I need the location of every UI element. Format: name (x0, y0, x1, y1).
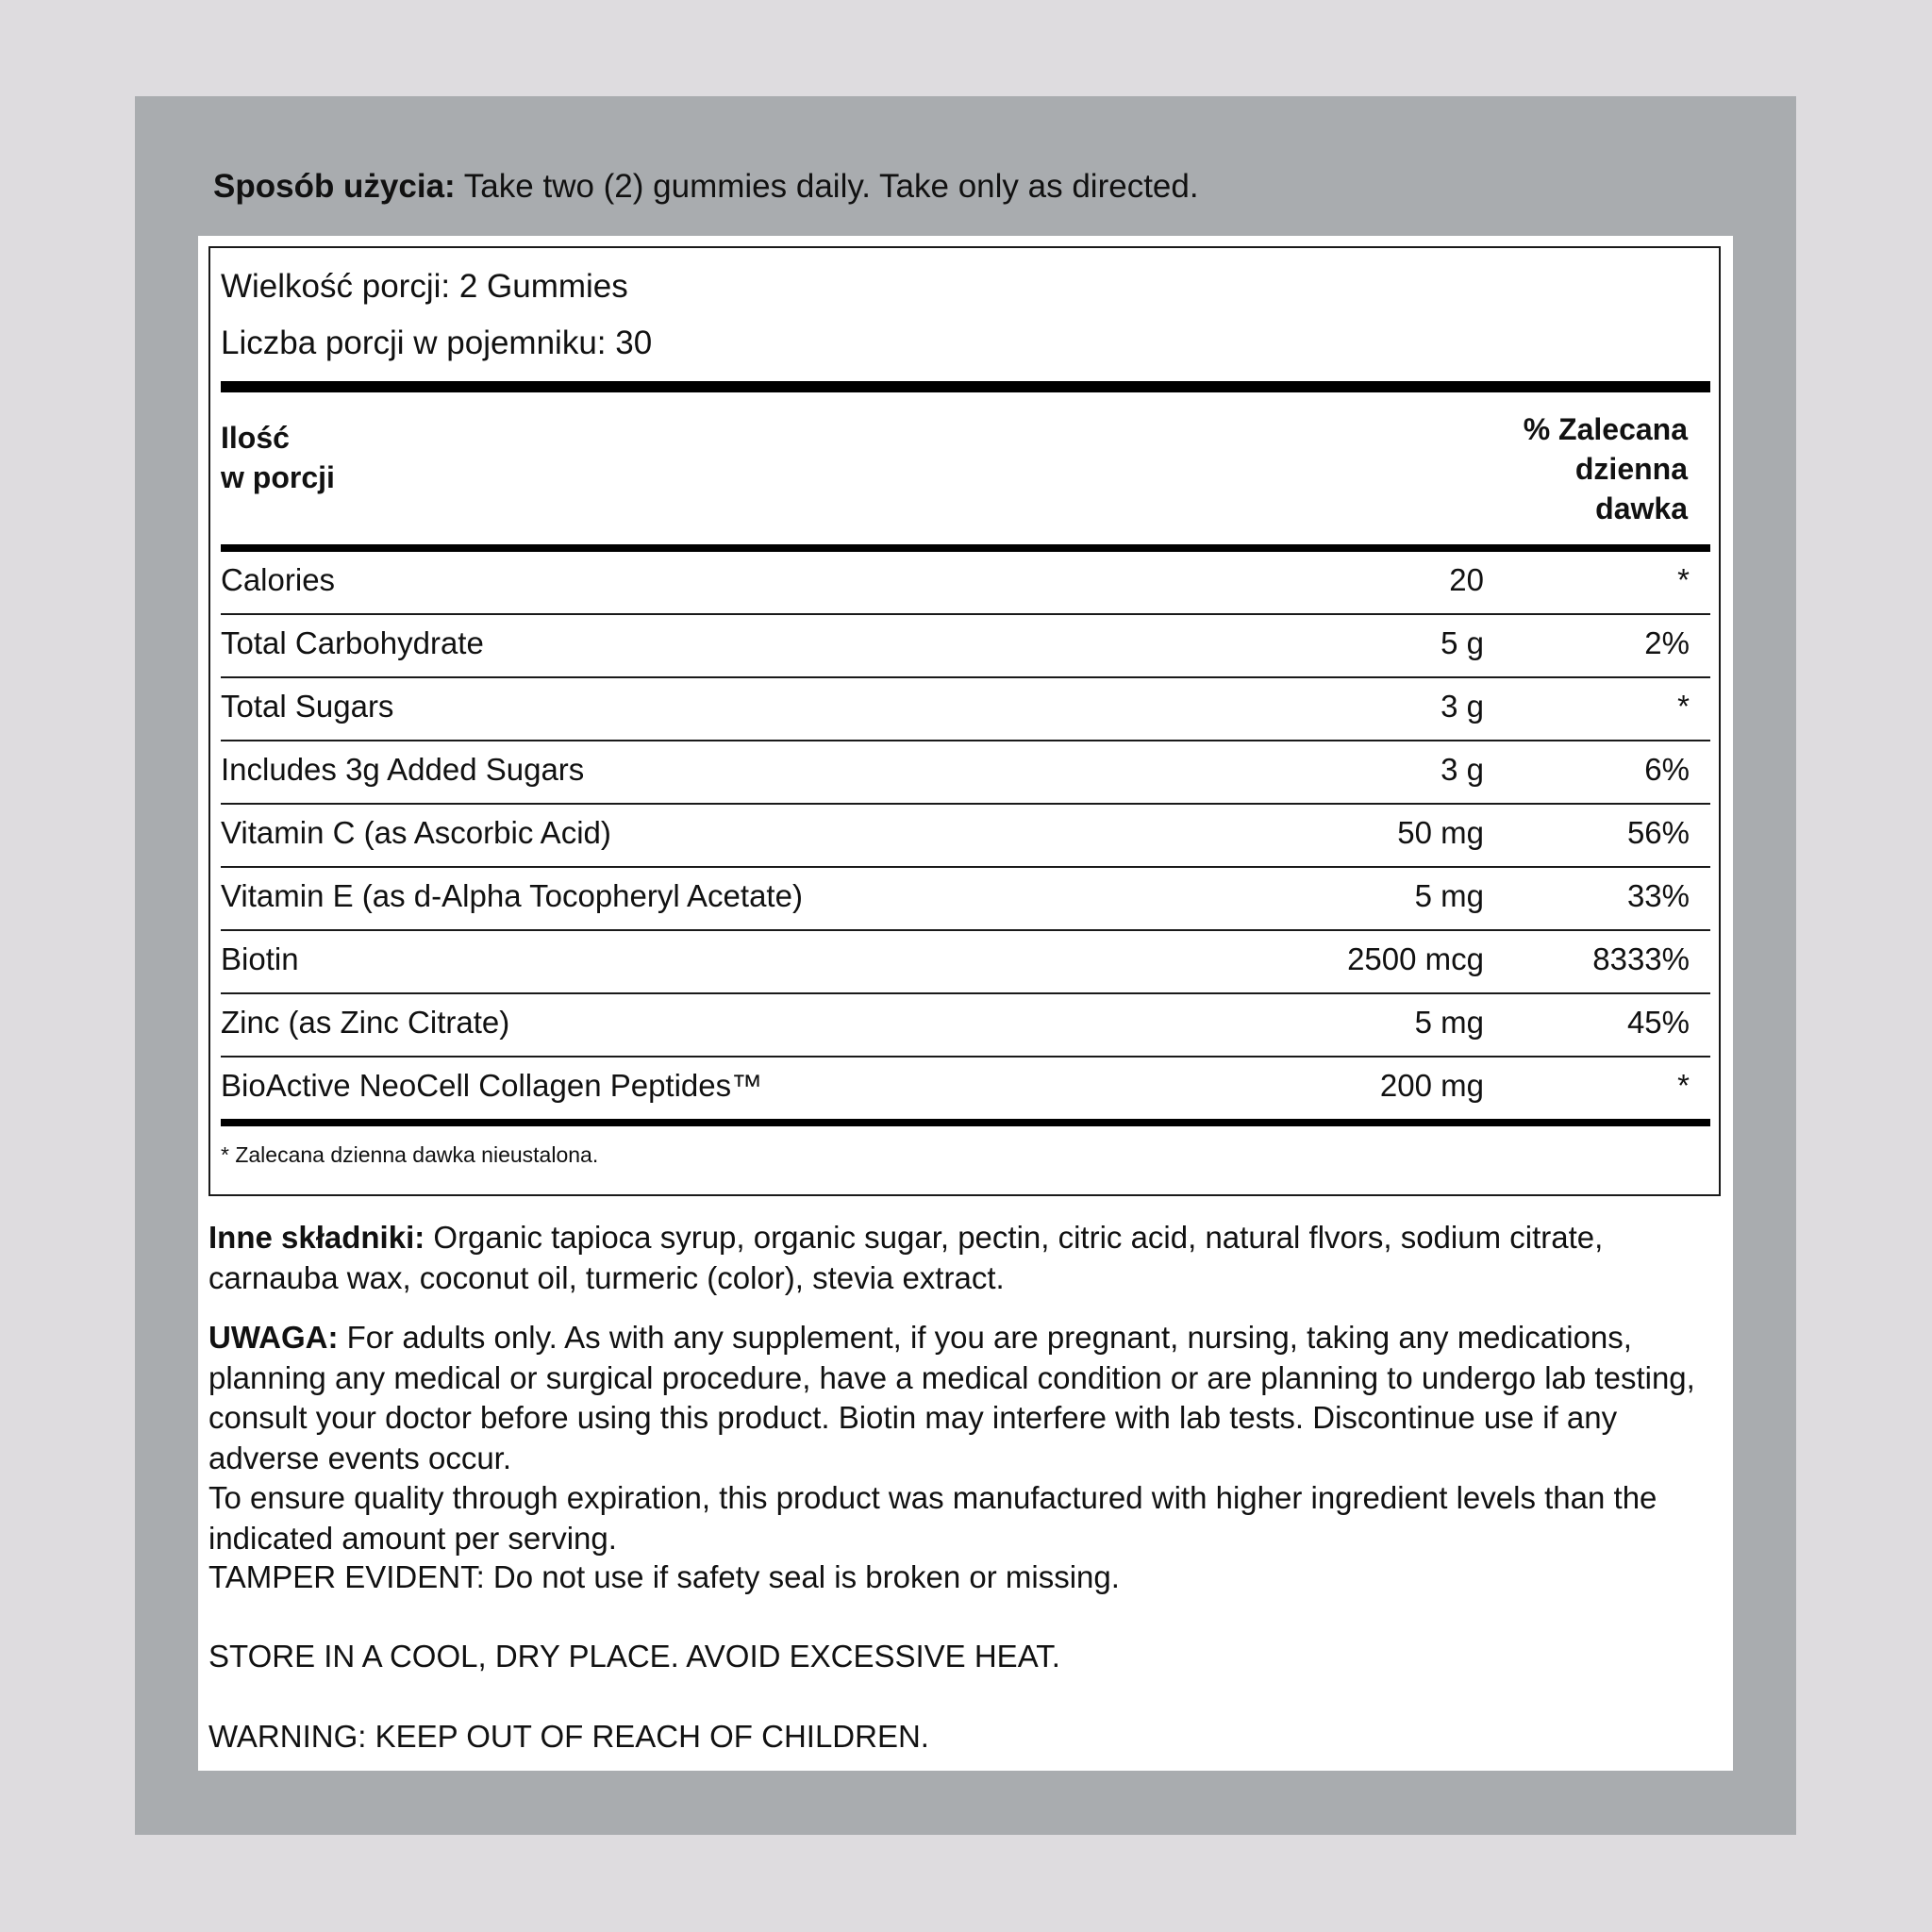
footnote: * Zalecana dzienna dawka nieustalona. (221, 1142, 599, 1167)
nutrient-name: Zinc (as Zinc Citrate) (221, 1005, 510, 1040)
nutrient-name: Biotin (221, 941, 299, 976)
table-row (221, 994, 1710, 1058)
nutrient-dv: 45% (1626, 1005, 1690, 1040)
nutrient-name: Total Carbohydrate (221, 625, 484, 660)
table-row (221, 678, 1710, 741)
nutrient-amount: 5 g (1441, 625, 1484, 660)
serving-size: Wielkość porcji: 2 Gummies (221, 268, 628, 305)
quality-text: To ensure quality through expiration, this product was manufactured with higher ingredient levels than the indicated amount per serving. (208, 1480, 1657, 1556)
table-row (221, 741, 1710, 805)
nutrient-name: Total Sugars (221, 689, 394, 724)
nutrient-dv: * (1677, 562, 1690, 597)
nutrient-name: BioActive NeoCell Collagen Peptides™ (221, 1068, 763, 1103)
header-amount-line1: Ilość (221, 421, 290, 455)
nutrient-amount: 50 mg (1397, 815, 1484, 850)
header-amount (221, 418, 335, 497)
nutrient-amount: 3 g (1441, 752, 1484, 787)
nutrient-dv: 56% (1626, 815, 1690, 850)
directions-body: Take two (2) gummies daily. Take only as directed. (455, 168, 1199, 205)
table-row (221, 615, 1710, 678)
warning-section (208, 1318, 1727, 1558)
nutrient-amount: 3 g (1441, 689, 1484, 724)
other-ingredients-label: Inne składniki: (208, 1220, 425, 1255)
directions-text (213, 166, 1723, 208)
other-ingredients (208, 1218, 1727, 1298)
nutrient-dv: 33% (1626, 878, 1690, 913)
thick-divider-bottom (221, 1119, 1710, 1126)
nutrient-name: Vitamin C (as Ascorbic Acid) (221, 815, 611, 850)
nutrient-amount: 200 mg (1379, 1068, 1484, 1103)
children-warning-text: WARNING: KEEP OUT OF REACH OF CHILDREN. (208, 1719, 929, 1754)
thick-divider-top (221, 381, 1710, 392)
header-amount-line2: w porcji (221, 460, 335, 494)
nutrient-amount: 5 mg (1414, 1005, 1484, 1040)
nutrient-name: Calories (221, 562, 336, 597)
header-dv-line1: % Zalecana (1523, 412, 1688, 446)
nutrient-dv: 2% (1644, 625, 1690, 660)
nutrient-dv: 6% (1644, 752, 1690, 787)
nutrient-dv: 8333% (1592, 941, 1690, 976)
directions-label: Sposób użycia: (213, 168, 456, 205)
warning-text: For adults only. As with any supplement, if you are pregnant, nursing, taking any medications, planning any medical or surgical procedure, have a medical condition or are planning to undergo lab testing, consult your doctor before using this product. Biotin may interfere with lab tests. Discontinue use if any adverse events occur. (208, 1320, 1695, 1475)
nutrient-dv: * (1677, 1068, 1690, 1103)
table-row (221, 805, 1710, 868)
tamper-evident-text: TAMPER EVIDENT: Do not use if safety seal is broken or missing. (208, 1559, 1120, 1594)
header-dv-line2: dzienna (1574, 452, 1688, 486)
table-row (221, 931, 1710, 994)
nutrient-amount: 5 mg (1414, 878, 1484, 913)
other-ingredients-text: Organic tapioca syrup, organic sugar, pectin, citric acid, natural flvors, sodium citrate, carnauba wax, coconut oil, turmeric (color), stevia extract. (208, 1220, 1604, 1295)
table-row (221, 1058, 1710, 1121)
table-row (221, 868, 1710, 931)
nutrient-amount: 2500 mcg (1347, 941, 1484, 976)
nutrient-amount: 20 (1449, 562, 1484, 597)
warning-label: UWAGA: (208, 1320, 339, 1355)
table-row (221, 552, 1710, 615)
supplement-facts-box (208, 246, 1721, 1196)
nutrient-name: Includes 3g Added Sugars (221, 752, 585, 787)
nutrient-name: Vitamin E (as d-Alpha Tocopheryl Acetate) (221, 878, 803, 913)
header-dv-line3: dawka (1595, 491, 1688, 525)
storage-text: STORE IN A COOL, DRY PLACE. AVOID EXCESSIVE HEAT. (208, 1639, 1060, 1674)
header-daily-value (1524, 409, 1688, 528)
servings-per-container: Liczba porcji w pojemniku: 30 (221, 325, 653, 361)
nutrient-dv: * (1677, 689, 1690, 724)
thick-divider-header (221, 544, 1710, 552)
